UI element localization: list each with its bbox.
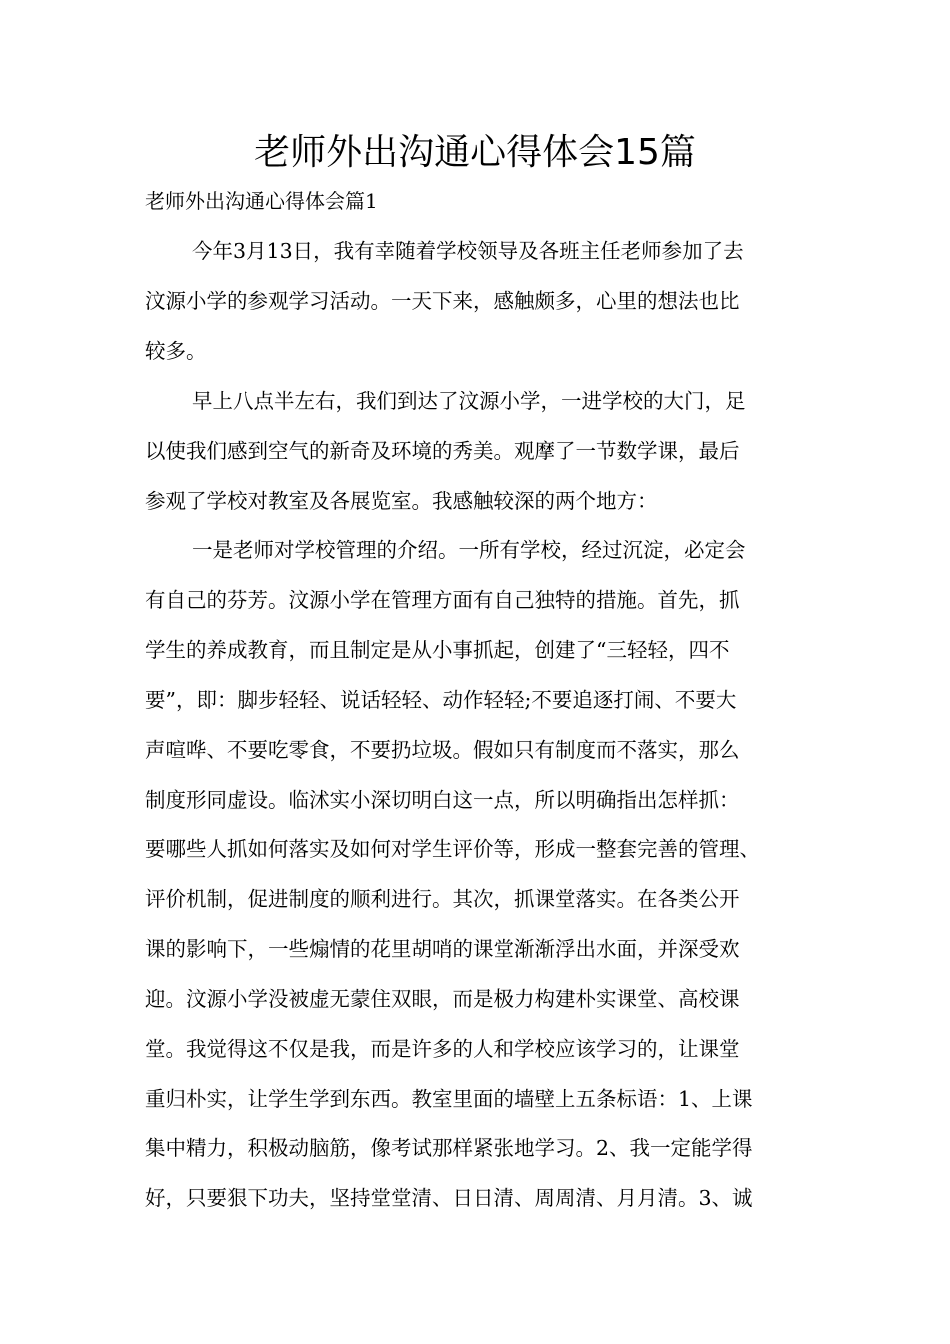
paragraph-line: 堂。我觉得这不仅是我，而是许多的人和学校应该学习的，让课堂 — [145, 1037, 740, 1061]
paragraph-line: 早上八点半左右，我们到达了汶源小学，一进学校的大门，足 — [192, 389, 746, 413]
paragraph-line: 制度形同虚设。临沭实小深切明白这一点，所以明确指出怎样抓： — [145, 788, 740, 812]
paragraph-line: 今年3月13日，我有幸随着学校领导及各班主任老师参加了去 — [192, 239, 744, 263]
paragraph-line: 较多。 — [145, 339, 207, 363]
paragraph-line: 要哪些人抓如何落实及如何对学生评价等，形成一整套完善的管理、 — [145, 837, 760, 861]
paragraph-line: 声喧哗、不要吃零食，不要扔垃圾。假如只有制度而不落实，那么 — [145, 738, 740, 762]
paragraph-line: 学生的养成教育，而且制定是从小事抓起，创建了“三轻轻，四不 — [145, 638, 730, 662]
document-title: 老师外出沟通心得体会15篇 — [254, 132, 696, 173]
paragraph-line: 要”，即：脚步轻轻、说话轻轻、动作轻轻;不要追逐打闹、不要大 — [145, 688, 737, 712]
paragraph-line: 一是老师对学校管理的介绍。一所有学校，经过沉淀，必定会 — [192, 538, 746, 562]
paragraph-line: 迎。汶源小学没被虚无蒙住双眼，而是极力构建朴实课堂、高校课 — [145, 987, 740, 1011]
paragraph-line: 参观了学校对教室及各展览室。我感触较深的两个地方： — [145, 489, 658, 513]
section-heading: 老师外出沟通心得体会篇1 — [145, 189, 378, 213]
paragraph-line: 课的影响下，一些煽情的花里胡哨的课堂渐渐浮出水面，并深受欢 — [145, 937, 740, 961]
paragraph-line: 好，只要狠下功夫，坚持堂堂清、日日清、周周清、月月清。3、诚 — [145, 1186, 753, 1210]
paragraph-line: 集中精力，积极动脑筋，像考试那样紧张地学习。2、我一定能学得 — [145, 1136, 753, 1160]
paragraph-line: 汶源小学的参观学习活动。一天下来，感触颇多，心里的想法也比 — [145, 289, 740, 313]
paragraph-line: 以使我们感到空气的新奇及环境的秀美。观摩了一节数学课，最后 — [145, 439, 740, 463]
paragraph-line: 评价机制，促进制度的顺利进行。其次，抓课堂落实。在各类公开 — [145, 887, 740, 911]
paragraph-line: 重归朴实，让学生学到东西。教室里面的墙壁上五条标语：1、上课 — [145, 1087, 753, 1111]
paragraph-line: 有自己的芬芳。汶源小学在管理方面有自己独特的措施。首先，抓 — [145, 588, 740, 612]
